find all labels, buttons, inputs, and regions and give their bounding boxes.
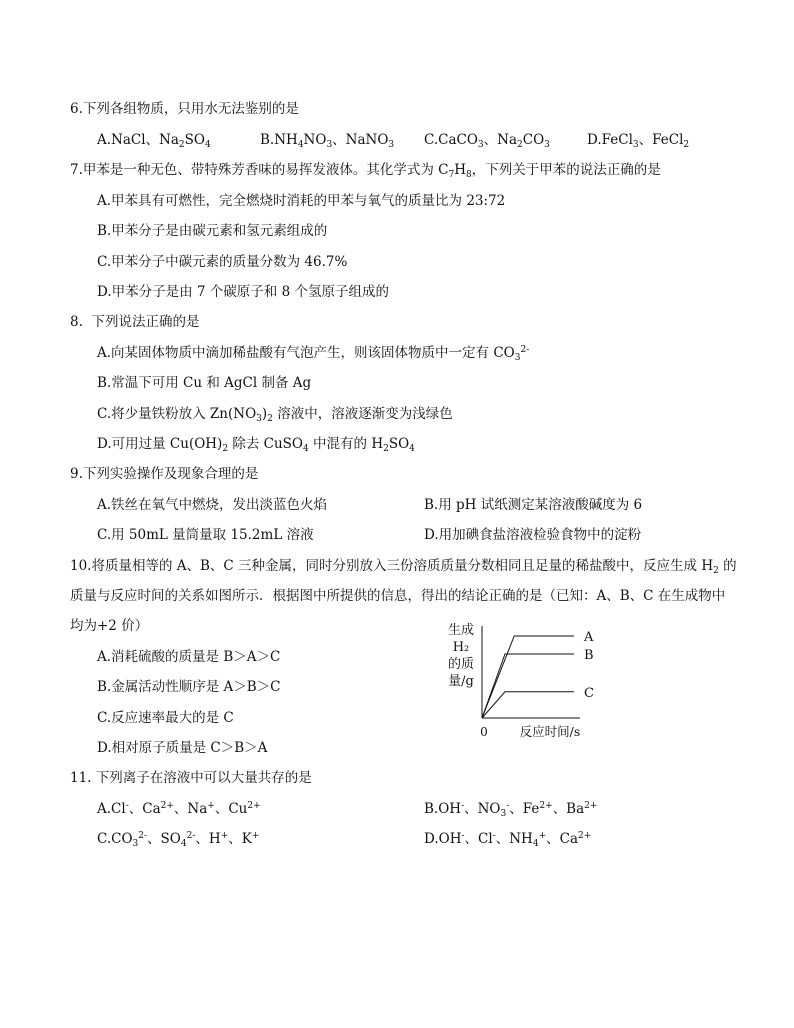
y-axis-label-line: 量/g: [448, 674, 474, 689]
q10-stem-line-1: 10.将质量相等的 A、B、C 三种金属，同时分别放入三份溶质质量分数相同且足量的稀盐酸中，反应生成 $H_2$ 的: [70, 558, 737, 576]
q6-option-a: A.NaCl、$Na_2SO_4$: [97, 132, 211, 150]
q10-option-b: B.金属活动性顺序是 A＞B＞C: [97, 679, 281, 695]
q7-option-b: B.甲苯分子是由碳元素和氢元素组成的: [97, 223, 328, 239]
q6-option-c: C.CaCO$_3$、$Na_2CO_3$: [424, 132, 550, 150]
q8-option-c: C.将少量铁粉放入 $Zn(NO_3)_2$ 溶液中，溶液逐渐变为浅绿色: [97, 406, 453, 424]
q8-stem: 8. 下列说法正确的是: [70, 314, 200, 330]
q7-stem: 7.甲苯是一种无色、带特殊芳香味的易挥发液体。其化学式为 $C_7H_8$，下列关于甲苯的说法正确的是: [70, 162, 661, 180]
series-label-B: B: [584, 648, 594, 664]
q11-stem: 11. 下列离子在溶液中可以大量共存的是: [70, 770, 312, 786]
q9-option-c: C.用 50mL 量筒量取 15.2mL 溶液: [97, 527, 314, 543]
q6-option-b: $B.NH_4NO_3$、NaNO$_3$: [260, 132, 395, 150]
y-axis-label-line: 的质: [447, 657, 475, 672]
origin-label: 0: [480, 725, 488, 739]
q8-option-b: B.常温下可用 Cu 和 AgCl 制备 Ag: [97, 375, 312, 391]
q11-option-a: A.Cl-、$Ca^{2+}$、Na+、$Cu^{2+}$: [97, 801, 261, 817]
q10-option-d: D.相对原子质量是 C＞B＞A: [97, 740, 268, 756]
q7-option-a: A.甲苯具有可燃性，完全燃烧时消耗的甲苯与氧气的质量比为 23:72: [97, 193, 506, 209]
series-label-C: C: [584, 685, 594, 701]
y-axis-label-line: H₂: [452, 640, 470, 655]
q8-option-a: A.向某固体物质中滴加稀盐酸有气泡产生，则该固体物质中一定有 $CO_3^{2-}$: [97, 345, 530, 363]
q9-stem: 9.下列实验操作及现象合理的是: [70, 466, 259, 482]
x-axis-label: 反应时间/s: [519, 724, 581, 739]
q11-option-b: B.OH-、$NO_3^-$、$Fe^{2+}$、$Ba^{2+}$: [424, 801, 598, 819]
q8-option-d: D.可用过量 $Cu(OH)_2$ 除去 CuSO$_4$ 中混有的 $H_2SO_4$: [97, 436, 415, 454]
series-line-B: [482, 654, 574, 718]
q9-option-a: A.铁丝在氧气中燃烧，发出淡蓝色火焰: [97, 497, 328, 513]
q6-stem: 6.下列各组物质，只用水无法鉴别的是: [70, 101, 299, 117]
h2-mass-time-chart: [440, 618, 620, 742]
q10-option-a: A.消耗硫酸的质量是 B＞A＞C: [97, 649, 281, 665]
q6-option-d: D.FeCl$_3$、FeCl$_2$: [587, 132, 690, 150]
q10-stem-line-3: 均为+2 价）: [70, 618, 149, 634]
series-line-A: [482, 636, 574, 718]
q10-option-c: C.反应速率最大的是 C: [97, 710, 234, 726]
q10-stem-line-2: 质量与反应时间的关系如图所示．根据图中所提供的信息，得出的结论正确的是（已知：A、B、C 在生成物中: [70, 588, 726, 604]
series-line-C: [482, 692, 574, 718]
q9-option-b: B.用 pH 试纸测定某溶液酸碱度为 6: [424, 497, 643, 513]
q9-option-d: D.用加碘食盐溶液检验食物中的淀粉: [424, 527, 642, 543]
q7-option-c: C.甲苯分子中碳元素的质量分数为 46.7%: [97, 254, 348, 270]
q11-option-c: $C.CO_3^{2-}$、$SO_4^{2-}$、H+、K+: [97, 831, 260, 849]
q11-option-d: D.OH-、Cl-、$NH_4^+$、$Ca^{2+}$: [424, 831, 592, 849]
q7-option-d: D.甲苯分子是由 7 个碳原子和 8 个氢原子组成的: [97, 284, 389, 300]
series-label-A: A: [584, 630, 594, 645]
y-axis-label-line: 生成: [447, 623, 475, 638]
